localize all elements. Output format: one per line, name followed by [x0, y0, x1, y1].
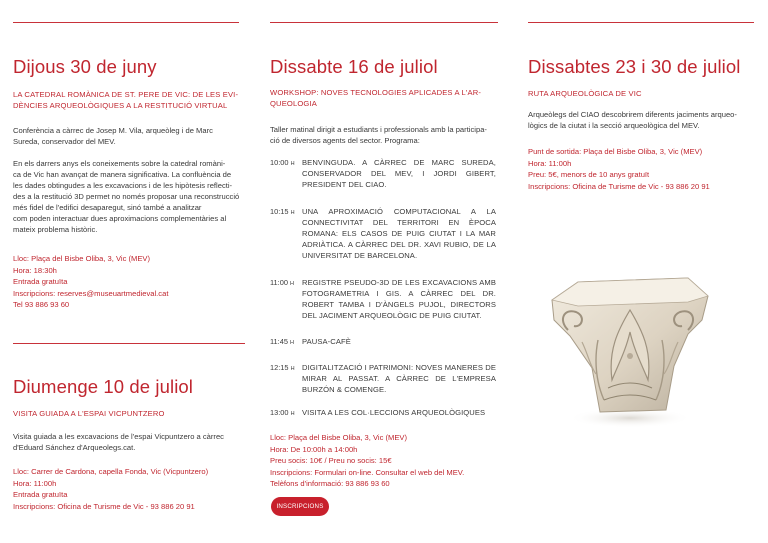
divider-mid-col1 [13, 343, 245, 344]
event1-entry: Entrada gratuïta [13, 277, 68, 286]
event2-place: Lloc: Carrer de Cardona, capella Fonda, Vic (Vicpuntzero) [13, 467, 209, 476]
event2-intro: Visita guiada a les excavacions de l'espai Vicpuntzero a càrrec d'Eduard Sánchez d'Arqueolegs.cat. [13, 432, 224, 452]
event3-price: Preu socis: 10€ / Preu no socis: 15€ [270, 456, 392, 465]
event4-subtitle: RUTA ARQUEOLÒGICA DE VIC [528, 89, 642, 98]
event3-subtitle: WORKSHOP: NOVES TECNOLOGIES APLICADES A L'AR- QUEOLOGIA [270, 88, 482, 108]
event2-subtitle: VISITA GUIADA A L'ESPAI VICPUNTZERO [13, 409, 165, 418]
event1-subtitle: LA CATEDRAL ROMÀNICA DE ST. PERE DE VIC: DE LES EVI- DÈNCIES ARQUEOLÒGIQUES A LA RESTITUCIÓ VIRTUAL [13, 90, 239, 110]
program-item: 11:00 H REGISTRE PSEUDO-3D DE LES EXCAVACIONS AMB FOTOGRAMETRIA I GIS. A CÀRREC DEL DR. ROBERT TAMBA I D'ÀNGELS PUJOL, DIRECTORS DEL JACIMENT ARQUEOLÒGIC DE PUIG CIUTAT. [270, 278, 496, 320]
event1-description: En els darrers anys els coneixements sobre la catedral romàni- ca de Vic han avançat de manera significativa. La confluència de les dades obtingudes a les excavacions i de les hipòtesis reflecti- des a la restitució 3D permet no només proposar una reconstrucció més fidel de l'edifici desaparegut, sinó també a analitzar com poden interactuar dues aproximacions complementàries al mateix problema històric. [13, 159, 240, 234]
event4-details [528, 146, 710, 192]
event4-price: Preu: 5€, menors de 10 anys gratuït [528, 170, 650, 179]
event3-intro: Taller matinal dirigit a estudiants i professionals amb la participa- ció de diversos agents del sector. Programa: [270, 125, 487, 145]
event3-details [270, 432, 464, 490]
event4-signup: Inscripcions: Oficina de Turisme de Vic - 93 886 20 91 [528, 181, 710, 191]
divider-top-col2 [270, 22, 498, 23]
event4-date-heading: Dissabtes 23 i 30 de juliol [528, 56, 741, 77]
event1-phone: Tel 93 886 93 60 [13, 300, 70, 309]
event1-details [13, 253, 168, 311]
event1-signup[interactable]: Inscripcions: reserves@museuartmedieval.cat [13, 288, 169, 298]
event1-hour: Hora: 18:30h [13, 265, 57, 275]
event3-place: Lloc: Plaça del Bisbe Oliba, 3, Vic (MEV) [270, 433, 408, 442]
signup-button[interactable]: INSCRIPCIONS [271, 497, 329, 516]
event1-place: Lloc: Plaça del Bisbe Oliba, 3, Vic (MEV) [13, 254, 151, 263]
event2-entry: Entrada gratuïta [13, 490, 68, 499]
romanesque-capital-image [538, 270, 716, 430]
event3-signup: Inscripcions: Formulari on-line. Consultar el web del MEV. [270, 467, 465, 477]
event2-date-heading: Diumenge 10 de juliol [13, 376, 194, 397]
event2-details [13, 466, 208, 512]
program-item: 12:15 H DIGITALITZACIÓ I PATRIMONI: NOVES MANERES DE MIRAR AL PASSAT. A CÀRREC DE L'EMPRESA BURZÓN & COMENGE. [270, 363, 496, 394]
event1-date-heading: Dijous 30 de juny [13, 56, 157, 77]
divider-top-col1 [13, 22, 239, 23]
event4-intro: Arqueòlegs del CIAO descobrirem diferents jaciments arqueo- lògics de la ciutat i la secció arqueològica del MEV. [528, 110, 737, 130]
program-item: 10:15 H UNA APROXIMACIÓ COMPUTACIONAL A LA CONNECTIVITAT DEL TERRITORI EN ÈPOCA ROMANA: ELS CASOS DE PUIG CIUTAT I LA MAR ADRIÀTICA. A CÀRREC DEL DR. XAVI RUBIO, DE LA UNIVERSITAT DE BARCELONA. [270, 207, 496, 260]
event3-phone: Telèfons d'informació: 93 886 93 60 [270, 479, 390, 488]
event2-signup: Inscripcions: Oficina de Turisme de Vic - 93 886 20 91 [13, 501, 195, 511]
event3-date-heading: Dissabte 16 de juliol [270, 56, 438, 77]
divider-top-col3 [528, 22, 754, 23]
program-item: 11:45 H PAUSA-CAFÈ [270, 337, 351, 346]
event1-intro: Conferència a càrrec de Josep M. Vila, arqueòleg i de Marc Sureda, conservador del MEV. [13, 126, 213, 146]
program-item: 13:00 H VISITA A LES COL·LECCIONS ARQUEOLÒGIQUES [270, 408, 486, 417]
event2-hour: Hora: 11:00h [13, 478, 57, 488]
program-item: 10:00 H BENVINGUDA. A CÀRREC DE MARC SUREDA, CONSERVADOR DEL MEV, I JORDI GIBERT, PRESIDENT DEL CIAO. [270, 158, 496, 189]
event3-hour: Hora: De 10:00h a 14:00h [270, 444, 358, 454]
event4-hour: Hora: 11:00h [528, 158, 572, 168]
event4-place: Punt de sortida: Plaça del Bisbe Oliba, 3, Vic (MEV) [528, 147, 703, 156]
